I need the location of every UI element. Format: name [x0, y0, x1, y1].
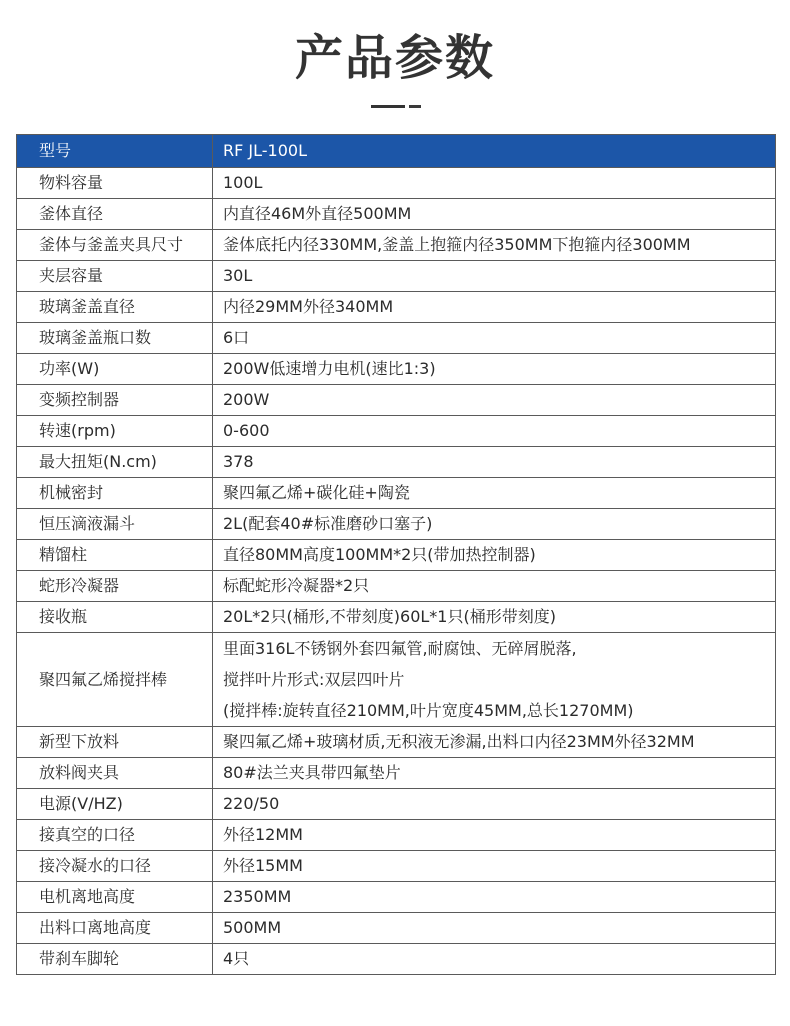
row-label: 接收瓶: [17, 602, 213, 633]
row-value: 釜体底托内径330MM,釜盖上抱箍内径350MM下抱箍内径300MM: [213, 230, 776, 261]
table-row: [17, 416, 776, 447]
table-row: [17, 168, 776, 199]
table-row: [17, 820, 776, 851]
table-row: [17, 261, 776, 292]
row-value: 100L: [213, 168, 776, 199]
row-label: 带刹车脚轮: [17, 944, 213, 975]
row-label: 电源(V/HZ): [17, 789, 213, 820]
table-row: [17, 385, 776, 416]
table-row: [17, 509, 776, 540]
table-row: [17, 354, 776, 385]
row-label: 玻璃釜盖瓶口数: [17, 323, 213, 354]
row-value: 500MM: [213, 913, 776, 944]
row-label: 精馏柱: [17, 540, 213, 571]
row-label: 接冷凝水的口径: [17, 851, 213, 882]
row-value: 内径29MM外径340MM: [213, 292, 776, 323]
table-row: [17, 540, 776, 571]
row-value: 聚四氟乙烯+碳化硅+陶瓷: [213, 478, 776, 509]
row-label: 接真空的口径: [17, 820, 213, 851]
row-value: 外径15MM: [213, 851, 776, 882]
table-row: [17, 882, 776, 913]
table-row: [17, 292, 776, 323]
row-label: 最大扭矩(N.cm): [17, 447, 213, 478]
row-value: 30L: [213, 261, 776, 292]
row-value-line: 里面316L不锈钢外套四氟管,耐腐蚀、无碎屑脱落,: [223, 639, 577, 658]
table-header-row: [17, 135, 776, 168]
table-row: [17, 323, 776, 354]
table-row: [17, 727, 776, 758]
row-label: 转速(rpm): [17, 416, 213, 447]
row-value-multiline: [213, 633, 776, 727]
row-value: 200W低速增力电机(速比1:3): [213, 354, 776, 385]
table-row: [17, 789, 776, 820]
title-underline: [371, 104, 421, 108]
table-row: [17, 571, 776, 602]
row-label: 釜体直径: [17, 199, 213, 230]
row-label: 物料容量: [17, 168, 213, 199]
page-title: 产品参数: [294, 30, 495, 86]
table-row-stirrer: [17, 633, 776, 727]
row-value: 标配蛇形冷凝器*2只: [213, 571, 776, 602]
row-value: 80#法兰夹具带四氟垫片: [213, 758, 776, 789]
table-row: [17, 758, 776, 789]
row-label: 放料阀夹具: [17, 758, 213, 789]
row-label: 恒压滴液漏斗: [17, 509, 213, 540]
row-value: 聚四氟乙烯+玻璃材质,无积液无渗漏,出料口内径23MM外径32MM: [213, 727, 776, 758]
row-label: 功率(W): [17, 354, 213, 385]
row-value: 0-600: [213, 416, 776, 447]
row-label: 聚四氟乙烯搅拌棒: [17, 633, 213, 727]
row-value: 内直径46M外直径500MM: [213, 199, 776, 230]
table-row: [17, 478, 776, 509]
table-row: [17, 602, 776, 633]
row-label: 釜体与釜盖夹具尺寸: [17, 230, 213, 261]
row-label: 夹层容量: [17, 261, 213, 292]
header-label: 型号: [17, 135, 213, 168]
row-label: 电机离地高度: [17, 882, 213, 913]
table-row: [17, 199, 776, 230]
row-value: 外径12MM: [213, 820, 776, 851]
row-label: 出料口离地高度: [17, 913, 213, 944]
row-label: 变频控制器: [17, 385, 213, 416]
row-label: 机械密封: [17, 478, 213, 509]
row-value-line: (搅拌棒:旋转直径210MM,叶片宽度45MM,总长1270MM): [223, 701, 634, 720]
table-row: [17, 913, 776, 944]
row-label: 玻璃釜盖直径: [17, 292, 213, 323]
row-value: 直径80MM高度100MM*2只(带加热控制器): [213, 540, 776, 571]
row-value: 20L*2只(桶形,不带刻度)60L*1只(桶形带刻度): [213, 602, 776, 633]
row-value: 2350MM: [213, 882, 776, 913]
row-value: 378: [213, 447, 776, 478]
table-row: [17, 230, 776, 261]
title-underline-long: [371, 105, 405, 108]
row-value: 220/50: [213, 789, 776, 820]
row-value: 200W: [213, 385, 776, 416]
row-value: 4只: [213, 944, 776, 975]
row-value: 6口: [213, 323, 776, 354]
row-value: 2L(配套40#标准磨砂口塞子): [213, 509, 776, 540]
table-row: [17, 851, 776, 882]
header-value: RF JL-100L: [213, 135, 776, 168]
row-label: 新型下放料: [17, 727, 213, 758]
title-underline-short: [409, 105, 421, 108]
spec-table: [16, 134, 776, 975]
table-row: [17, 447, 776, 478]
table-row: [17, 944, 776, 975]
row-value-line: 搅拌叶片形式:双层四叶片: [223, 670, 405, 689]
row-label: 蛇形冷凝器: [17, 571, 213, 602]
